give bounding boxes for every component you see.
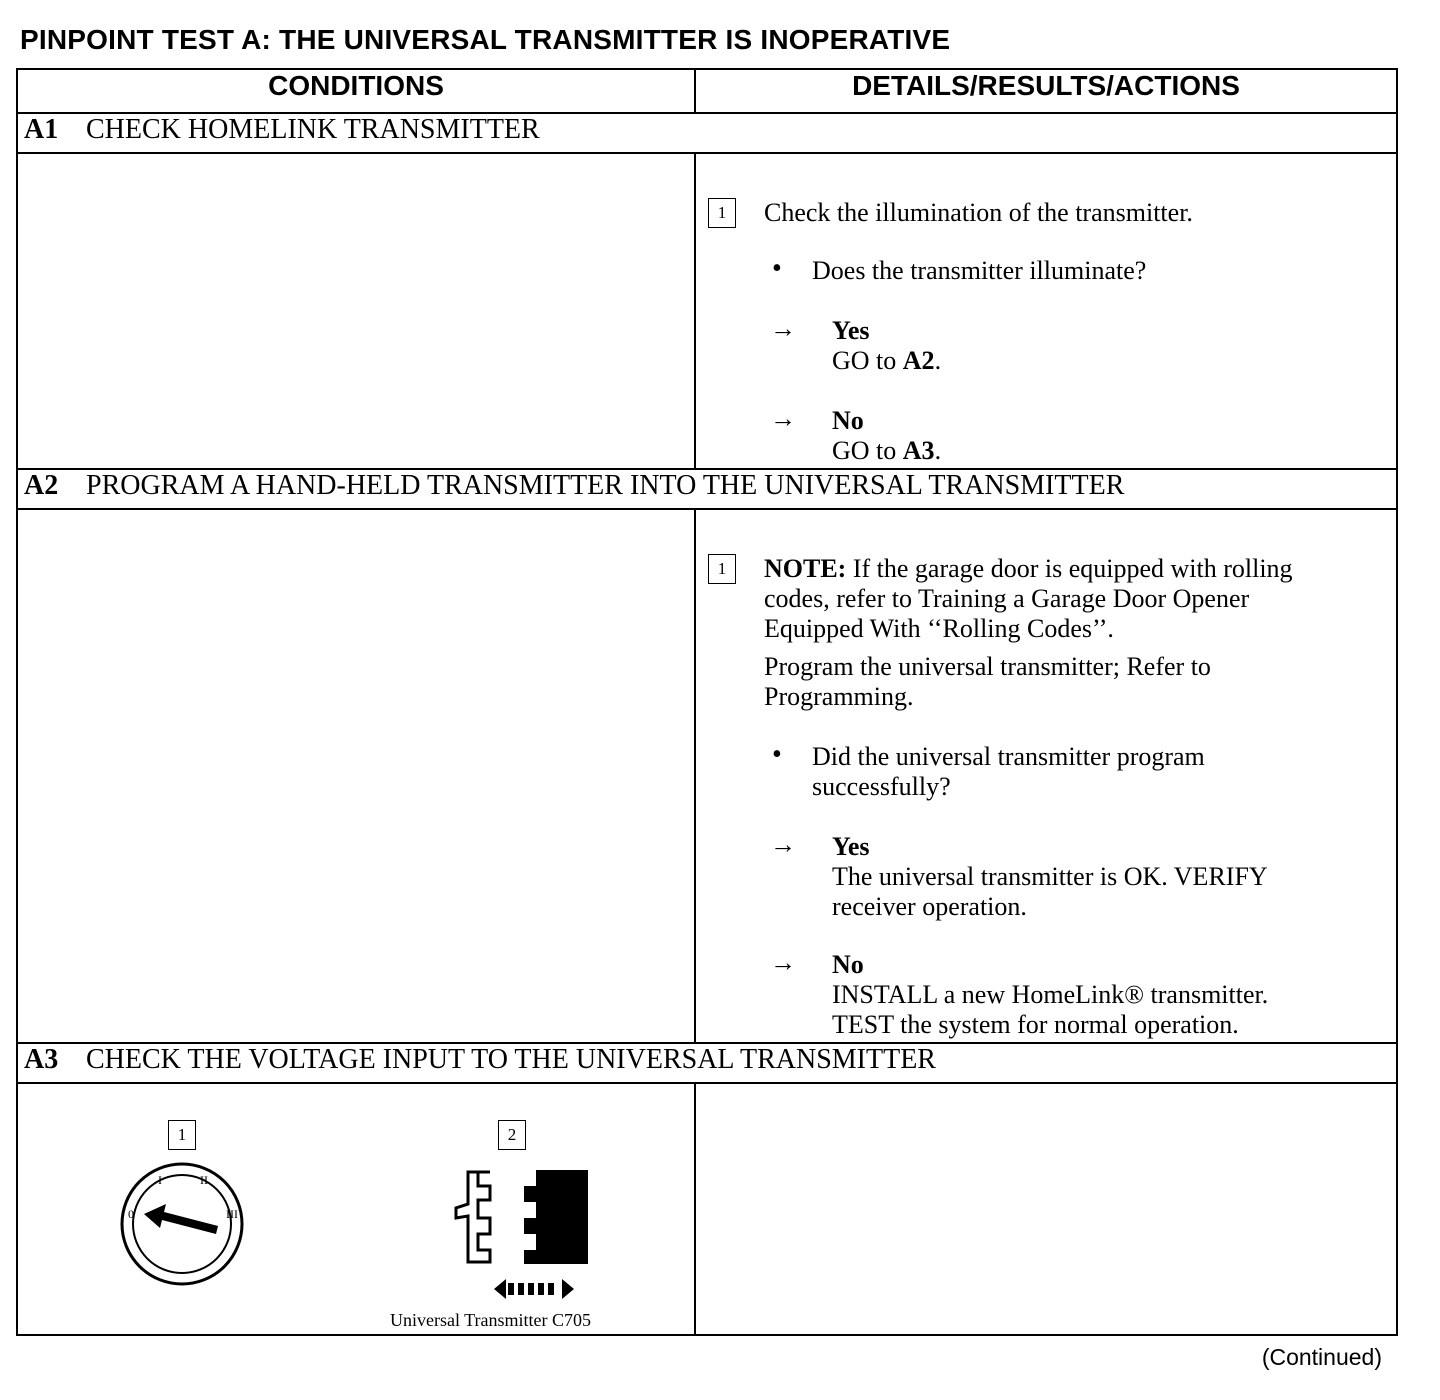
- a2-no-action: [832, 950, 1268, 1040]
- step-id: A1: [24, 114, 59, 145]
- a2-yes-action: [832, 832, 1268, 922]
- ignition-key-icon: [118, 1160, 248, 1290]
- a1-no-label: No: [832, 406, 864, 435]
- step-number-box: 1: [708, 554, 736, 584]
- arrow-icon: →: [770, 314, 796, 343]
- step-number-box: 1: [168, 1120, 196, 1150]
- a2-note: [764, 554, 1394, 712]
- a3-conditions-cell: [17, 1083, 695, 1335]
- a2-yes-line: The universal transmitter is OK. VERIFY: [832, 862, 1268, 891]
- a1-yes-period: .: [934, 346, 942, 375]
- a1-yes-action: [832, 346, 941, 376]
- arrow-icon: →: [770, 948, 796, 977]
- note-label: NOTE:: [764, 554, 847, 583]
- step-number-box: 2: [498, 1120, 526, 1150]
- a2-no-line: TEST the system for normal operation.: [832, 1010, 1239, 1039]
- a3-details-cell: [695, 1083, 1397, 1335]
- step-a2-header: [17, 469, 1397, 509]
- a2-yes-label: Yes: [832, 832, 870, 861]
- question-line: successfully?: [812, 772, 951, 801]
- a2-no-line: INSTALL a new HomeLink® transmitter.: [832, 980, 1269, 1009]
- a1-no-text: GO to: [832, 436, 903, 465]
- arrow-icon: →: [770, 404, 796, 433]
- conditions-header: CONDITIONS: [17, 69, 695, 113]
- details-header: DETAILS/RESULTS/ACTIONS: [695, 69, 1397, 113]
- arrow-icon: →: [770, 830, 796, 859]
- svg-text:III: III: [226, 1207, 238, 1221]
- step-title: PROGRAM A HAND-HELD TRANSMITTER INTO THE UNIVERSAL TRANSMITTER: [86, 470, 1125, 501]
- step-title: CHECK THE VOLTAGE INPUT TO THE UNIVERSAL TRANSMITTER: [86, 1044, 936, 1075]
- continued-label: (Continued): [1261, 1344, 1382, 1370]
- step-a3-body: [17, 1083, 1397, 1335]
- program-line: Programming.: [764, 682, 914, 711]
- note-line: Equipped With ‘‘Rolling Codes’’.: [764, 614, 1114, 643]
- bullet-icon: •: [772, 739, 782, 770]
- step-title: CHECK HOMELINK TRANSMITTER: [86, 114, 540, 145]
- a1-no-ref: A3: [902, 436, 935, 465]
- step-a3-header: [17, 1043, 1397, 1083]
- pinpoint-table: [16, 68, 1398, 1336]
- step-a1-body: [17, 153, 1397, 469]
- page-title: PINPOINT TEST A: THE UNIVERSAL TRANSMITTER IS INOPERATIVE: [20, 24, 951, 55]
- step-number-box: 1: [708, 198, 736, 228]
- step-a1-header: [17, 113, 1397, 153]
- a1-question: Does the transmitter illuminate?: [812, 256, 1147, 285]
- a1-conditions-cell: [17, 153, 695, 469]
- a1-details-cell: [695, 153, 1397, 469]
- a2-yes-line: receiver operation.: [832, 892, 1027, 921]
- a2-question: [812, 742, 1205, 802]
- step-id: A3: [24, 1044, 59, 1075]
- svg-text:I: I: [158, 1173, 162, 1187]
- a1-yes-ref: A2: [902, 346, 935, 375]
- question-line: Did the universal transmitter program: [812, 742, 1205, 771]
- svg-text:II: II: [200, 1173, 208, 1187]
- connector-icon: [448, 1164, 588, 1294]
- a2-conditions-cell: [17, 509, 695, 1043]
- bullet-icon: •: [772, 253, 782, 284]
- step-id: A2: [24, 470, 59, 501]
- a1-no-action: [832, 436, 941, 466]
- note-line: If the garage door is equipped with rolling: [852, 554, 1293, 583]
- a1-yes-label: Yes: [832, 316, 870, 345]
- a2-no-label: No: [832, 950, 864, 979]
- a1-yes-text: GO to: [832, 346, 903, 375]
- double-arrow-icon: [494, 1276, 574, 1302]
- a1-instruction: Check the illumination of the transmitter.: [764, 198, 1193, 227]
- program-line: Program the universal transmitter; Refer to: [764, 652, 1211, 681]
- figure-caption: Universal Transmitter C705: [390, 1310, 591, 1330]
- a1-no-period: .: [934, 436, 942, 465]
- table-header-row: [17, 69, 1397, 113]
- note-line: codes, refer to Training a Garage Door Opener: [764, 584, 1250, 613]
- step-a2-body: [17, 509, 1397, 1043]
- svg-text:0: 0: [128, 1207, 134, 1221]
- a2-details-cell: [695, 509, 1397, 1043]
